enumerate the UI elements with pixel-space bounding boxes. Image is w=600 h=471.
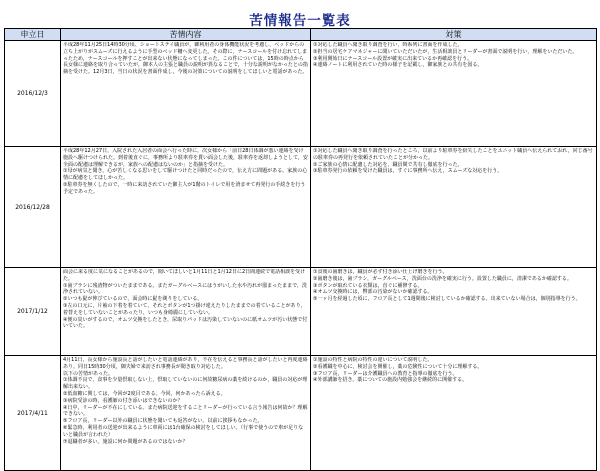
row-date: 2016/12/28: [5, 147, 61, 268]
row-content-cell: [61, 268, 311, 356]
row-date: 2017/1/12: [5, 268, 61, 356]
row-response-cell: [311, 41, 597, 147]
row-response: ①対応した職員へ聞き取り調査を行い，時系列に書面を作成した。 ②担当の居宅ケアマネジャーに聞いていただいたが，生活相談員とリーダーが書面で説明を行い，理解をいただいた。 ③利用開始日にナースコール設置が確実に出来ているか再確認を行う。 ④連絡ノートに利用されていた時の様子を記載し，御家族との共有を図る。: [313, 42, 578, 69]
row-content: 平成28年12月27日，入院された入居者の面会へ行った時に，次女様から「前日28日体調が悪い連絡を受け施設へ駆けつけられた。到着後直ぐに，事務所より駐車券を貰い面会した後，駐車券を返却しようとして，安全面の配慮は理解できるが，家族への配慮はないのか」と指摘を受けた。 ①母が病気と聞き，心が苦しくなる思いをして駆けつけたと同時だったので，伝え方に問題がある。家族の心情に配慮をしてほしかった。 ②駐車券を無くしたので，一時に来訪されていた御主人が1階のトイレで用を済ませて再発行の手続きを行う予定であった。: [63, 148, 308, 195]
row-response: ①食後の歯磨きは，職員が必ず付き添い仕上げ磨きを行う。 ②歯磨き後は，歯ブラシ，ガーグルベース，洗面台の洗浄を確実に行う。設置した職員に，清潔であるか確認する。 ③ボタンが取れている衣類は，直ぐに補修する。 ④オムツ交換時には，臀部の汚染がないか確認する。 ⑤一ヶ月を経過した頃に，フロア長として1週間後に検討しているか確認する。出来ていない場合は，個別指導を行う。: [313, 269, 581, 303]
table-row: [5, 147, 597, 268]
header-content: 苦情内容: [61, 29, 311, 41]
row-content-cell: [61, 356, 311, 471]
row-response: ①対応した職員へ聞き取り調査を行ったところ，以前より駐車券を紛失したことをユニット職員へ伝えられておれ，同じ番号の駐車券の再発行を依頼されていたことが分かった。 ②ご家族の心情に配慮した対応を，職員間で共有し徹底を行った。 ③駐車券発行の依頼を受けた職員は，すぐに事務所へ伝え，スムーズな対応を行う。: [313, 148, 593, 175]
row-response-cell: [311, 268, 597, 356]
table-row: [5, 268, 597, 356]
row-response: ①施設の特性と病院の特性の違いについて説明した。 ②看護職を中心に，検討会を開催し，薬の危険性について十分に理解する。 ③フロア長，リーダーは介護職員への教育と指導の徹底を行う。 ④外部講師を招き，薬についての施設内勉強会を継続的に開催する。: [313, 357, 483, 384]
table-header-row: [5, 29, 597, 41]
complaint-table: [4, 28, 597, 471]
row-content-cell: [61, 147, 311, 268]
table-row: [5, 356, 597, 471]
row-content: 面会に来る度に気になることがあるので，聞いてほしいと1月11日と1月12日に2日間連続で電話相談を受けた。 ①歯ブラシに残渣物がついたままである。またガーグルベースにはうがいした水や汚れが溜まったままで，洗浄されていない。 ②いつも髭が伸びているので，面会時に髭を剃りをしている。 ③左の口元に，片袖の下着を着ていて，それとボタンが1つ掛け違えたりしたままでの着ていることがあり，着替えをしていないことがあったり，いつも身綺麗にしていない。 ④便の臭いがするので，オムツ交換をしたとき，尿取りパッドは汚染していないのに紙オムツが汚い状態で付いていた。: [63, 269, 308, 330]
row-content-cell: [61, 41, 311, 147]
row-content: 4月11日，長女様から施設長と話がしたいと電話連絡があり，不在を伝えると事務長と話がしたいと再度連絡あり。同日15時30分頃，御夫婦で来訪され事務長が聞き取り対応した。 以下の苦情があった。 ①体調不良で，食事を少量摂取しない上，摂取していないのに何故糖尿病の薬を続けるのか，職員の対応が理解出来ない。 ②低血糖に関しては，今回が2度目である。今回，何かあったら訴える。 ③病院受診の時，看護師の付き添いはできないのか？ ④日中，リーダーが不在にしている。また病院送迎をすることリーダーが行っている言う報告は何故か？理解できない。 ⑤フロア長，リーダー以外の職員に状態を聞いても返答がない。以前に挨拶もなかった。 ⑥緊急時，利用者の送迎が出来るように車両には1台確保の検討をしてほしい。（行事で使うので車が足りないと職員が言われた） ⑦退職者が多い。施設に何か問題があるのではないか？: [63, 357, 308, 445]
row-response-cell: [311, 356, 597, 471]
row-response-cell: [311, 147, 597, 268]
header-date: 申立日: [5, 29, 61, 41]
table-row: [5, 41, 597, 147]
row-date: 2016/12/3: [5, 41, 61, 147]
row-content: 平成28年11月25日14時30分頃、ショートステイ職員が，御利用者の身体機能状況を考慮し，ベッドからの立ち上がりがスムーズに行えるように手型のベッド柵へ変更した。その際に，ナースコールを付け忘れてしまったため，ナースコールを押すことが出来ない状態になってしまった。この件については，15時の時点から長女様に連絡を取り合っていたが，御本人の主張と職員の説明が異なることで，十分な説明がなかったとの指摘を受けた。12月3日，当日の状況を書面作成し，今後の対策についての説明をしてほしいと電話があった。: [63, 42, 308, 76]
header-response: 対策: [311, 29, 597, 41]
page-title: 苦情報告一覧表: [249, 13, 351, 29]
row-date: 2017/4/11: [5, 356, 61, 471]
